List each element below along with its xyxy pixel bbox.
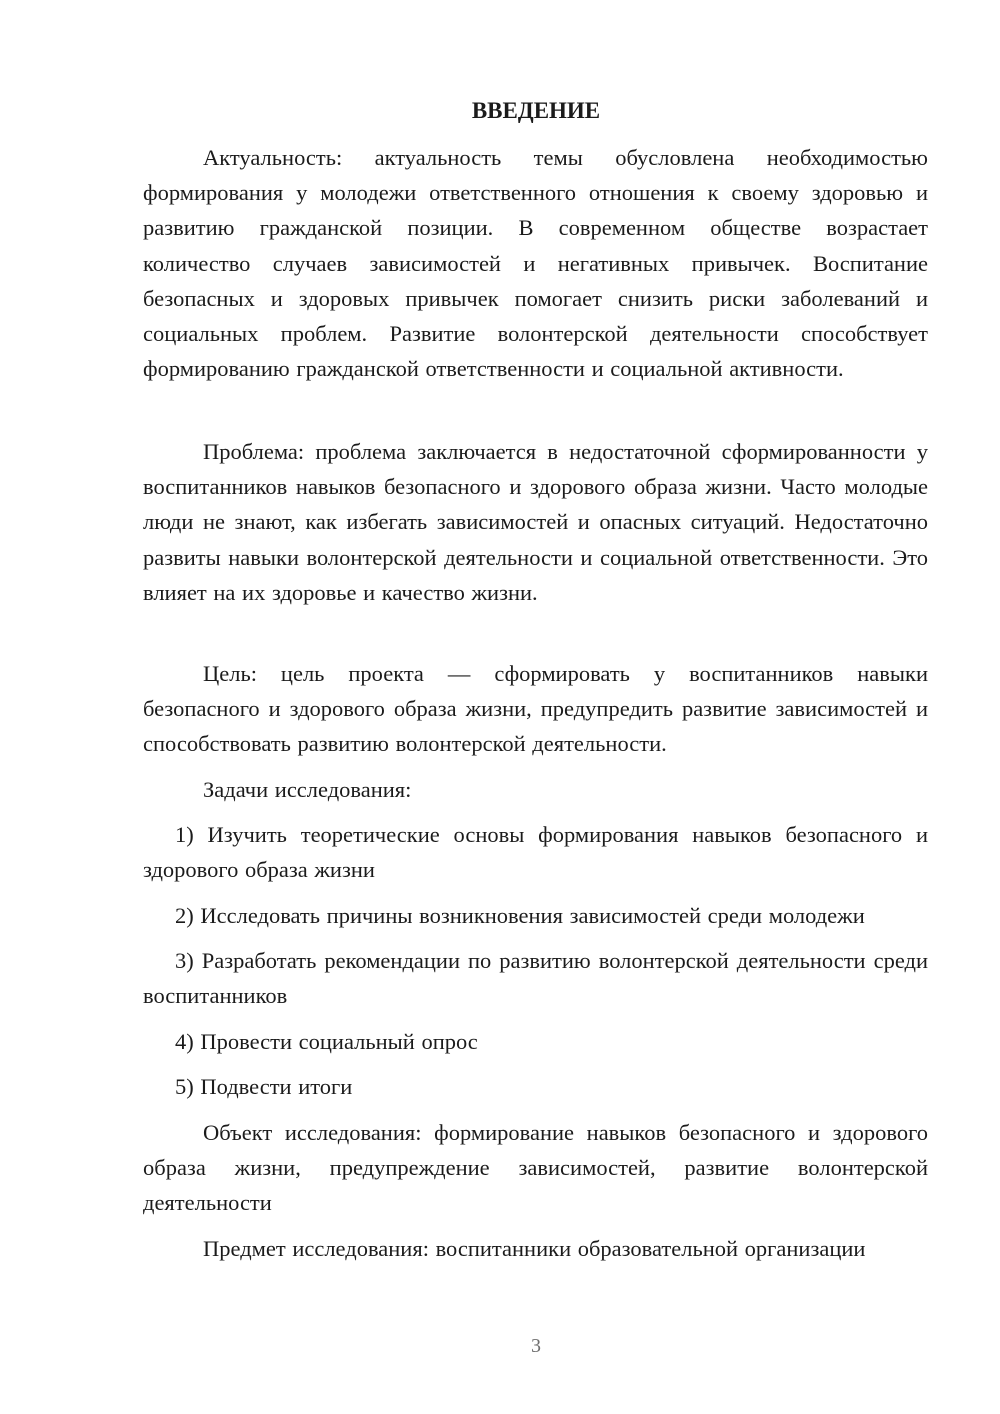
page-number: 3 (531, 1335, 541, 1357)
page-title: ВВЕДЕНИЕ (471, 98, 601, 123)
object-paragraph: Объект исследования: формирование навыков безопасного и здорового образа жизни, предупреждение зависимостей, развитие волонтерской деятельности (143, 1120, 928, 1216)
goal-paragraph: Цель: цель проекта — сформировать у воспитанников навыки безопасного и здорового образа жизни, предупредить развитие зависимостей и способствовать развитию волонтерской деятельности. (143, 661, 928, 757)
subject-paragraph: Предмет исследования: воспитанники образовательной организации (203, 1236, 866, 1261)
task-item-4: 4) Провести социальный опрос (175, 1029, 478, 1054)
relevance-paragraph: Актуальность: актуальность темы обусловлена необходимостью формирования у молодежи ответственного отношения к своему здоровью и развитию гражданской позиции. В современном обществе возрастает количество случаев зависимостей и негативных привычек. Воспитание безопасных и здоровых привычек помогает снизить риски заболеваний и социальных проблем. Развитие волонтерской деятельности способствует формированию гражданской ответственности и социальной активности. (143, 145, 928, 382)
task-item-3: 3) Разработать рекомендации по развитию волонтерской деятельности среди воспитанников (143, 948, 928, 1009)
task-item-1: 1) Изучить теоретические основы формирования навыков безопасного и здорового образа жизни (143, 822, 928, 883)
task-item-2: 2) Исследовать причины возникновения зависимостей среди молодежи (175, 903, 865, 928)
problem-paragraph: Проблема: проблема заключается в недостаточной сформированности у воспитанников навыков безопасного и здорового образа жизни. Часто молодые люди не знают, как избегать зависимостей и опасных ситуаций. Недостаточно развиты навыки волонтерской деятельности и социальной ответственности. Это влияет на их здоровье и качество жизни. (143, 439, 928, 605)
task-item-5: 5) Подвести итоги (175, 1074, 353, 1099)
tasks-heading: Задачи исследования: (203, 777, 412, 802)
